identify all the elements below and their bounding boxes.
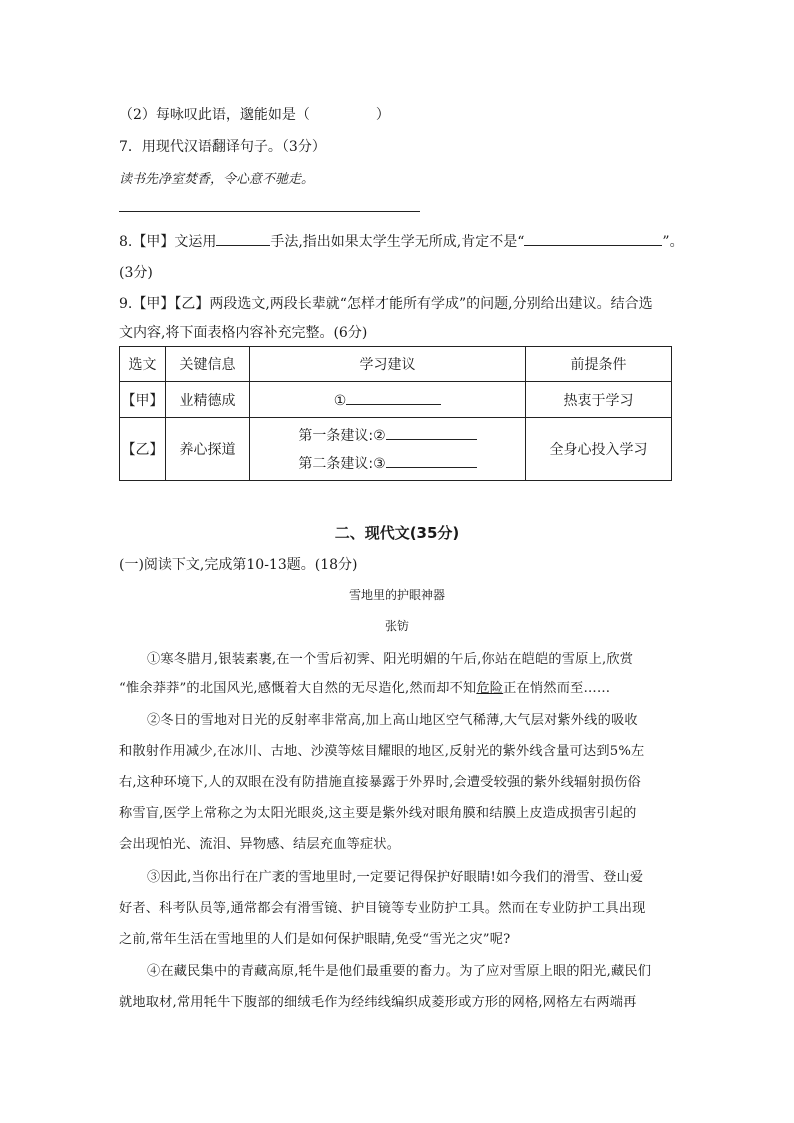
advice-blank-1[interactable] <box>346 390 441 405</box>
q6-sub2-close: ） <box>375 107 390 123</box>
p3-line2: 好者、科考队员等,通常都会有滑雪镜、护目镜等专业防护工具。然而在专业防护工具出现 <box>119 901 646 916</box>
table-cell-condition: 热衷于学习 <box>526 382 672 418</box>
p1-line1: ①寒冬腊月,银装素裹,在一个雪后初霁、阳光明媚的午后,你站在皑皑的雪原上,欣赏 <box>147 652 634 667</box>
table-header: 学习建议 <box>250 347 526 382</box>
advice-label-2: 第一条建议:② <box>298 428 386 444</box>
q8-part1: 8.【甲】文运用 <box>119 234 217 250</box>
table-cell-text: 【甲】 <box>120 382 166 418</box>
q8-part2: 手法,指出如果太学生学无所成,肯定不是“ <box>270 234 525 250</box>
p4-line2: 就地取材,常用牦牛下腹部的细绒毛作为经纬线编织成菱形或方形的网格,网格左右两端再 <box>119 995 637 1010</box>
table-cell-text: 【乙】 <box>120 418 166 481</box>
advice-line-3 <box>250 451 525 477</box>
q8-blank2[interactable] <box>524 231 662 246</box>
p1-line2 <box>119 677 610 696</box>
q7-sentence: 读书先净室焚香，令心意不驰走。 <box>119 172 315 187</box>
q9-line1: 9.【甲】【乙】两段选文,两段长辈就“怎样才能所有学成”的问题,分别给出建议。结合选 <box>119 296 653 312</box>
q9-line2: 文内容,将下面表格内容补充完整。(6分) <box>119 325 368 341</box>
advice-line-2 <box>250 421 525 451</box>
advice-blank-3[interactable] <box>386 453 477 468</box>
section-title: 二、现代文(35分) <box>334 524 460 542</box>
table-cell-key: 养心探道 <box>166 418 250 481</box>
q7-answer-line <box>119 211 420 212</box>
table-header: 前提条件 <box>526 347 672 382</box>
p1-line2-post: 正在悄然而至…… <box>503 681 611 696</box>
table-cell-advice <box>250 418 526 481</box>
section-intro: (一)阅读下文,完成第10-13题。(18分) <box>119 557 358 573</box>
table-row <box>120 382 672 418</box>
q8-blank1[interactable] <box>216 231 270 246</box>
table-header: 选文 <box>120 347 166 382</box>
table-header: 关键信息 <box>166 347 250 382</box>
answer-table <box>119 346 672 481</box>
table-header-row <box>120 347 672 382</box>
p2-line1: ②冬日的雪地对日光的反射率非常高,加上高山地区空气稀薄,大气层对紫外线的吸收 <box>147 713 638 728</box>
p3-line3: 之前,常年生活在雪地里的人们是如何保护眼睛,免受“雪光之灾”呢? <box>119 932 511 947</box>
p2-line2: 和散射作用减少,在冰川、古地、沙漠等炫目耀眼的地区,反射光的紫外线含量可达到5%左 <box>119 744 645 759</box>
advice-label-3: 第二条建议:③ <box>298 456 386 472</box>
p1-line2-pre: “惟余莽莽”的北国风光,感慨着大自然的无尽造化,然而却不知 <box>119 681 477 696</box>
p4-line1: ④在藏民集中的青藏高原,牦牛是他们最重要的畜力。为了应对雪原上眼的阳光,藏民们 <box>147 964 652 979</box>
q8-score: (3分) <box>119 265 153 281</box>
article-author: 张钫 <box>384 619 409 633</box>
p1-underlined: 危险 <box>476 681 504 696</box>
table-cell-key: 业精德成 <box>166 382 250 418</box>
table-cell-advice <box>250 382 526 418</box>
advice-marker: ① <box>333 393 347 409</box>
article-title: 雪地里的护眼神器 <box>348 588 445 602</box>
advice-blank-2[interactable] <box>386 425 477 440</box>
p3-line1: ③因此,当你出行在广袤的雪地里时,一定要记得保护好眼睛!如今我们的滑雪、登山爱 <box>147 870 644 885</box>
p2-line4: 称雪盲,医学上常称之为太阳光眼炎,这主要是紫外线对眼角膜和结膜上皮造成损害引起的 <box>119 806 637 821</box>
p2-line5: 会出现怕光、流泪、异物感、结层充血等症状。 <box>119 837 401 852</box>
q8-line <box>119 231 684 251</box>
table-row <box>120 418 672 481</box>
q8-part3: ”。 <box>662 234 684 250</box>
p2-line3: 右,这种环境下,人的双眼在没有防措施直接暴露于外界时,会遭受较强的紫外线辐射损伤俗 <box>119 775 641 790</box>
q6-sub2-text: （2）每咏叹此语，邈能如是（ <box>119 107 310 123</box>
q7-prompt: 7．用现代汉语翻译句子。（3分） <box>119 139 326 155</box>
table-cell-condition: 全身心投入学习 <box>526 418 672 481</box>
q6-sub2 <box>119 104 390 124</box>
